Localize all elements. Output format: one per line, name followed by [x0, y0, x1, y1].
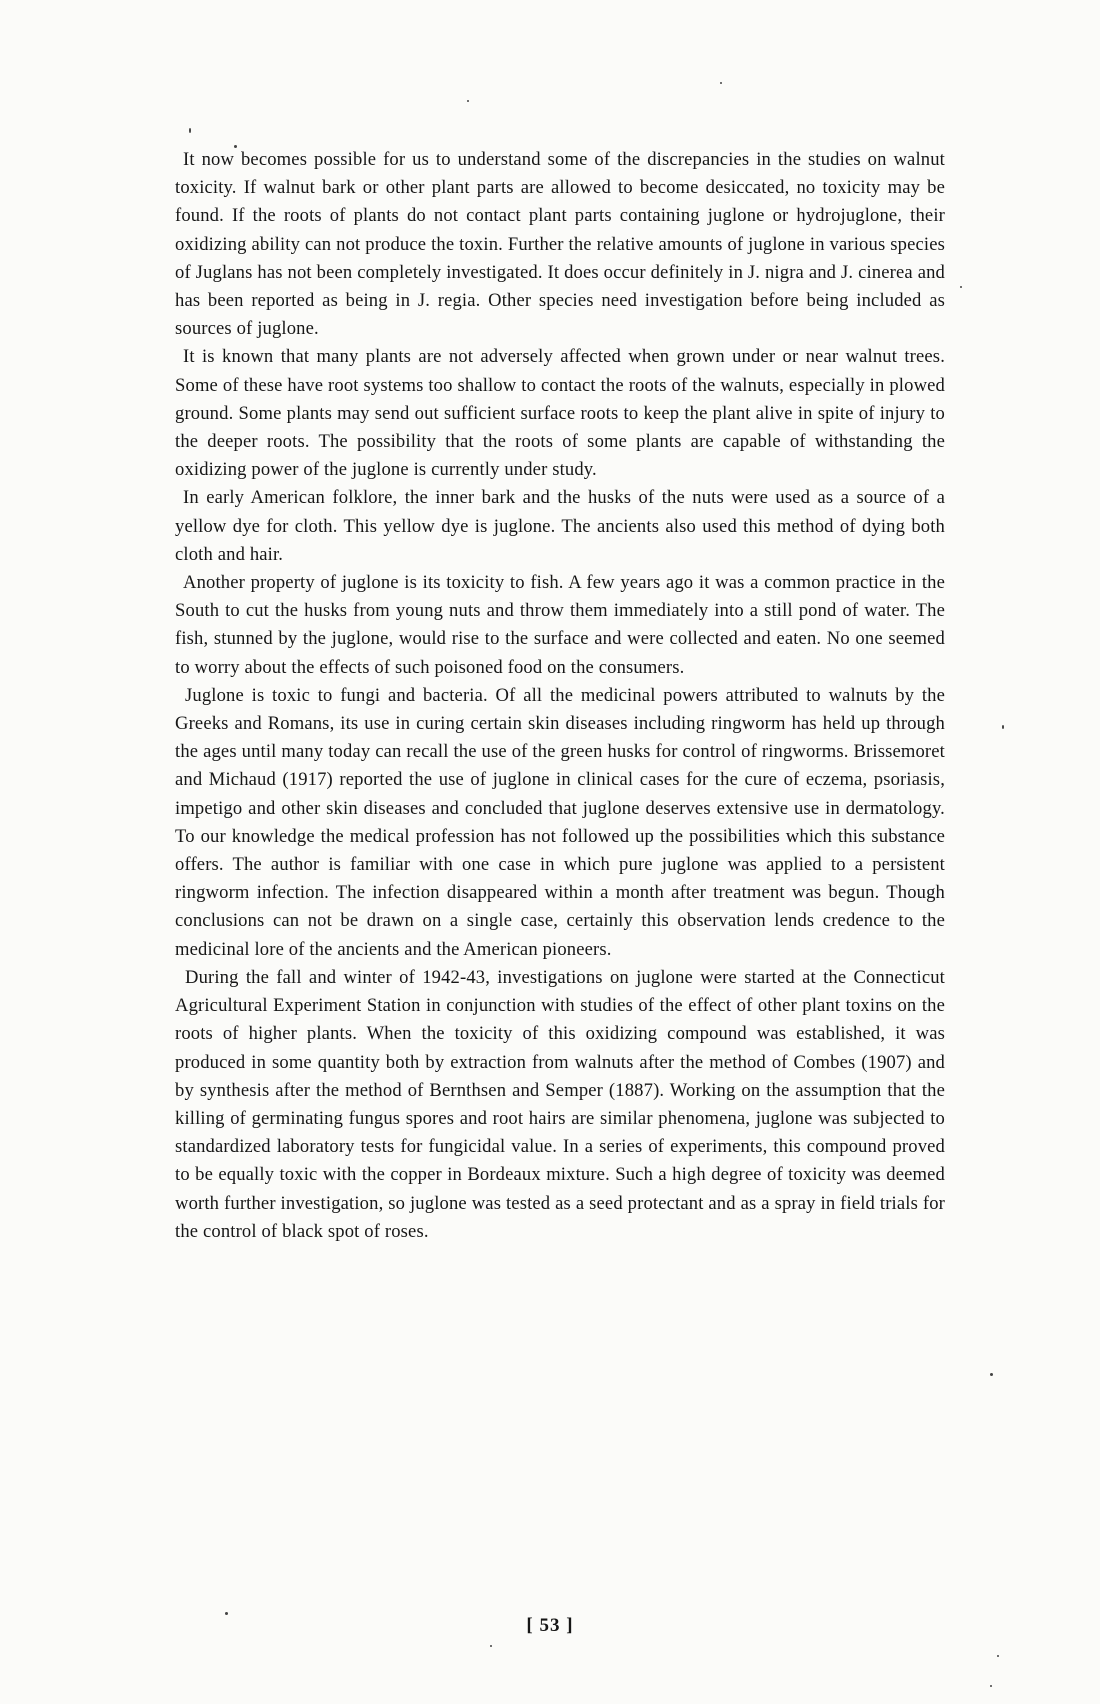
paragraph-folklore-dye: In early American folklore, the inner bark and the husks of the nuts were used as a source of a yellow dye for cloth. This yellow dye is juglone. The ancients also used this method of dying both cloth and hair. [175, 487, 945, 565]
scan-speck [490, 1645, 492, 1647]
scan-speck [997, 1655, 999, 1657]
paragraph-unaffected-plants: It is known that many plants are not adversely affected when grown under or near walnut trees. Some of these have root systems too shallow to contact the roots of the walnuts, especially in plowed ground. Some plants may send out sufficient surface roots to keep the plant alive in spite of injury to the deeper roots. The possibility that the roots of some plants are capable of withstanding the oxidizing power of the juglone is currently under study. [175, 346, 945, 481]
body-text [175, 146, 945, 1246]
scan-speck [467, 100, 469, 102]
paragraph-investigations: During the fall and winter of 1942-43, investigations on juglone were started at the Connecticut Agricultural Experiment Station in conjunction with studies of the effect of other plant toxins on the roots of higher plants. When the toxicity of this oxidizing compound was established, it was produced in some quantity both by extraction from walnuts after the method of Combes (1907) and by synthesis after the method of Bernthsen and Semper (1887). Working on the assumption that the killing of germinating fungus spores and root hairs are similar phenomena, juglone was subjected to standardized laboratory tests for fungicidal value. In a series of experiments, this compound proved to be equally toxic with the copper in Bordeaux mixture. Such a high degree of toxicity was deemed worth further investigation, so juglone was tested as a seed protectant and as a spray in field trials for the control of black spot of roses. [175, 966, 945, 1242]
scan-speck [990, 1373, 993, 1376]
scan-speck [225, 1612, 228, 1615]
scan-speck [234, 145, 237, 148]
page-number: [ 53 ] [526, 1615, 574, 1636]
scan-speck [990, 1685, 992, 1687]
scan-speck [960, 286, 962, 288]
paragraph-fish-toxicity: Another property of juglone is its toxicity to fish. A few years ago it was a common practice in the South to cut the husks from young nuts and throw them immediately into a still pond of water. The fish, stunned by the juglone, would rise to the surface and were collected and eaten. No one seemed to worry about the effects of such poisoned food on the consumers. [175, 572, 945, 678]
paragraph-discrepancies: It now becomes possible for us to understand some of the discrepancies in the studies on walnut toxicity. If walnut bark or other plant parts are allowed to become desiccated, no toxicity may be found. If the roots of plants do not contact plant parts containing juglone or hydrojuglone, their oxidizing ability can not produce the toxin. Further the relative amounts of juglone in various species of Juglans has not been completely investigated. It does occur definitely in J. nigra and J. cinerea and has been reported as being in J. regia. Other species need investigation before being included as sources of juglone. [175, 149, 945, 340]
scan-speck [720, 82, 722, 84]
scan-speck [1002, 725, 1004, 729]
paragraph-fungi-bacteria: Juglone is toxic to fungi and bacteria. Of all the medicinal powers attributed to walnuts by the Greeks and Romans, its use in curing certain skin diseases including ringworm has held up through the ages until many today can recall the use of the green husks for control of ringworms. Brissemoret and Michaud (1917) reported the use of juglone in clinical cases for the cure of eczema, psoriasis, impetigo and other skin diseases and concluded that juglone deserves extensive use in dermatology. To our knowledge the medical profession has not followed up the possibilities which this substance offers. The author is familiar with one case in which pure juglone was applied to a persistent ringworm infection. The infection disappeared within a month after treatment was begun. Though conclusions can not be drawn on a single case, certainly this observation lends credence to the medicinal lore of the ancients and the American pioneers. [175, 684, 945, 960]
scan-speck [189, 128, 191, 133]
